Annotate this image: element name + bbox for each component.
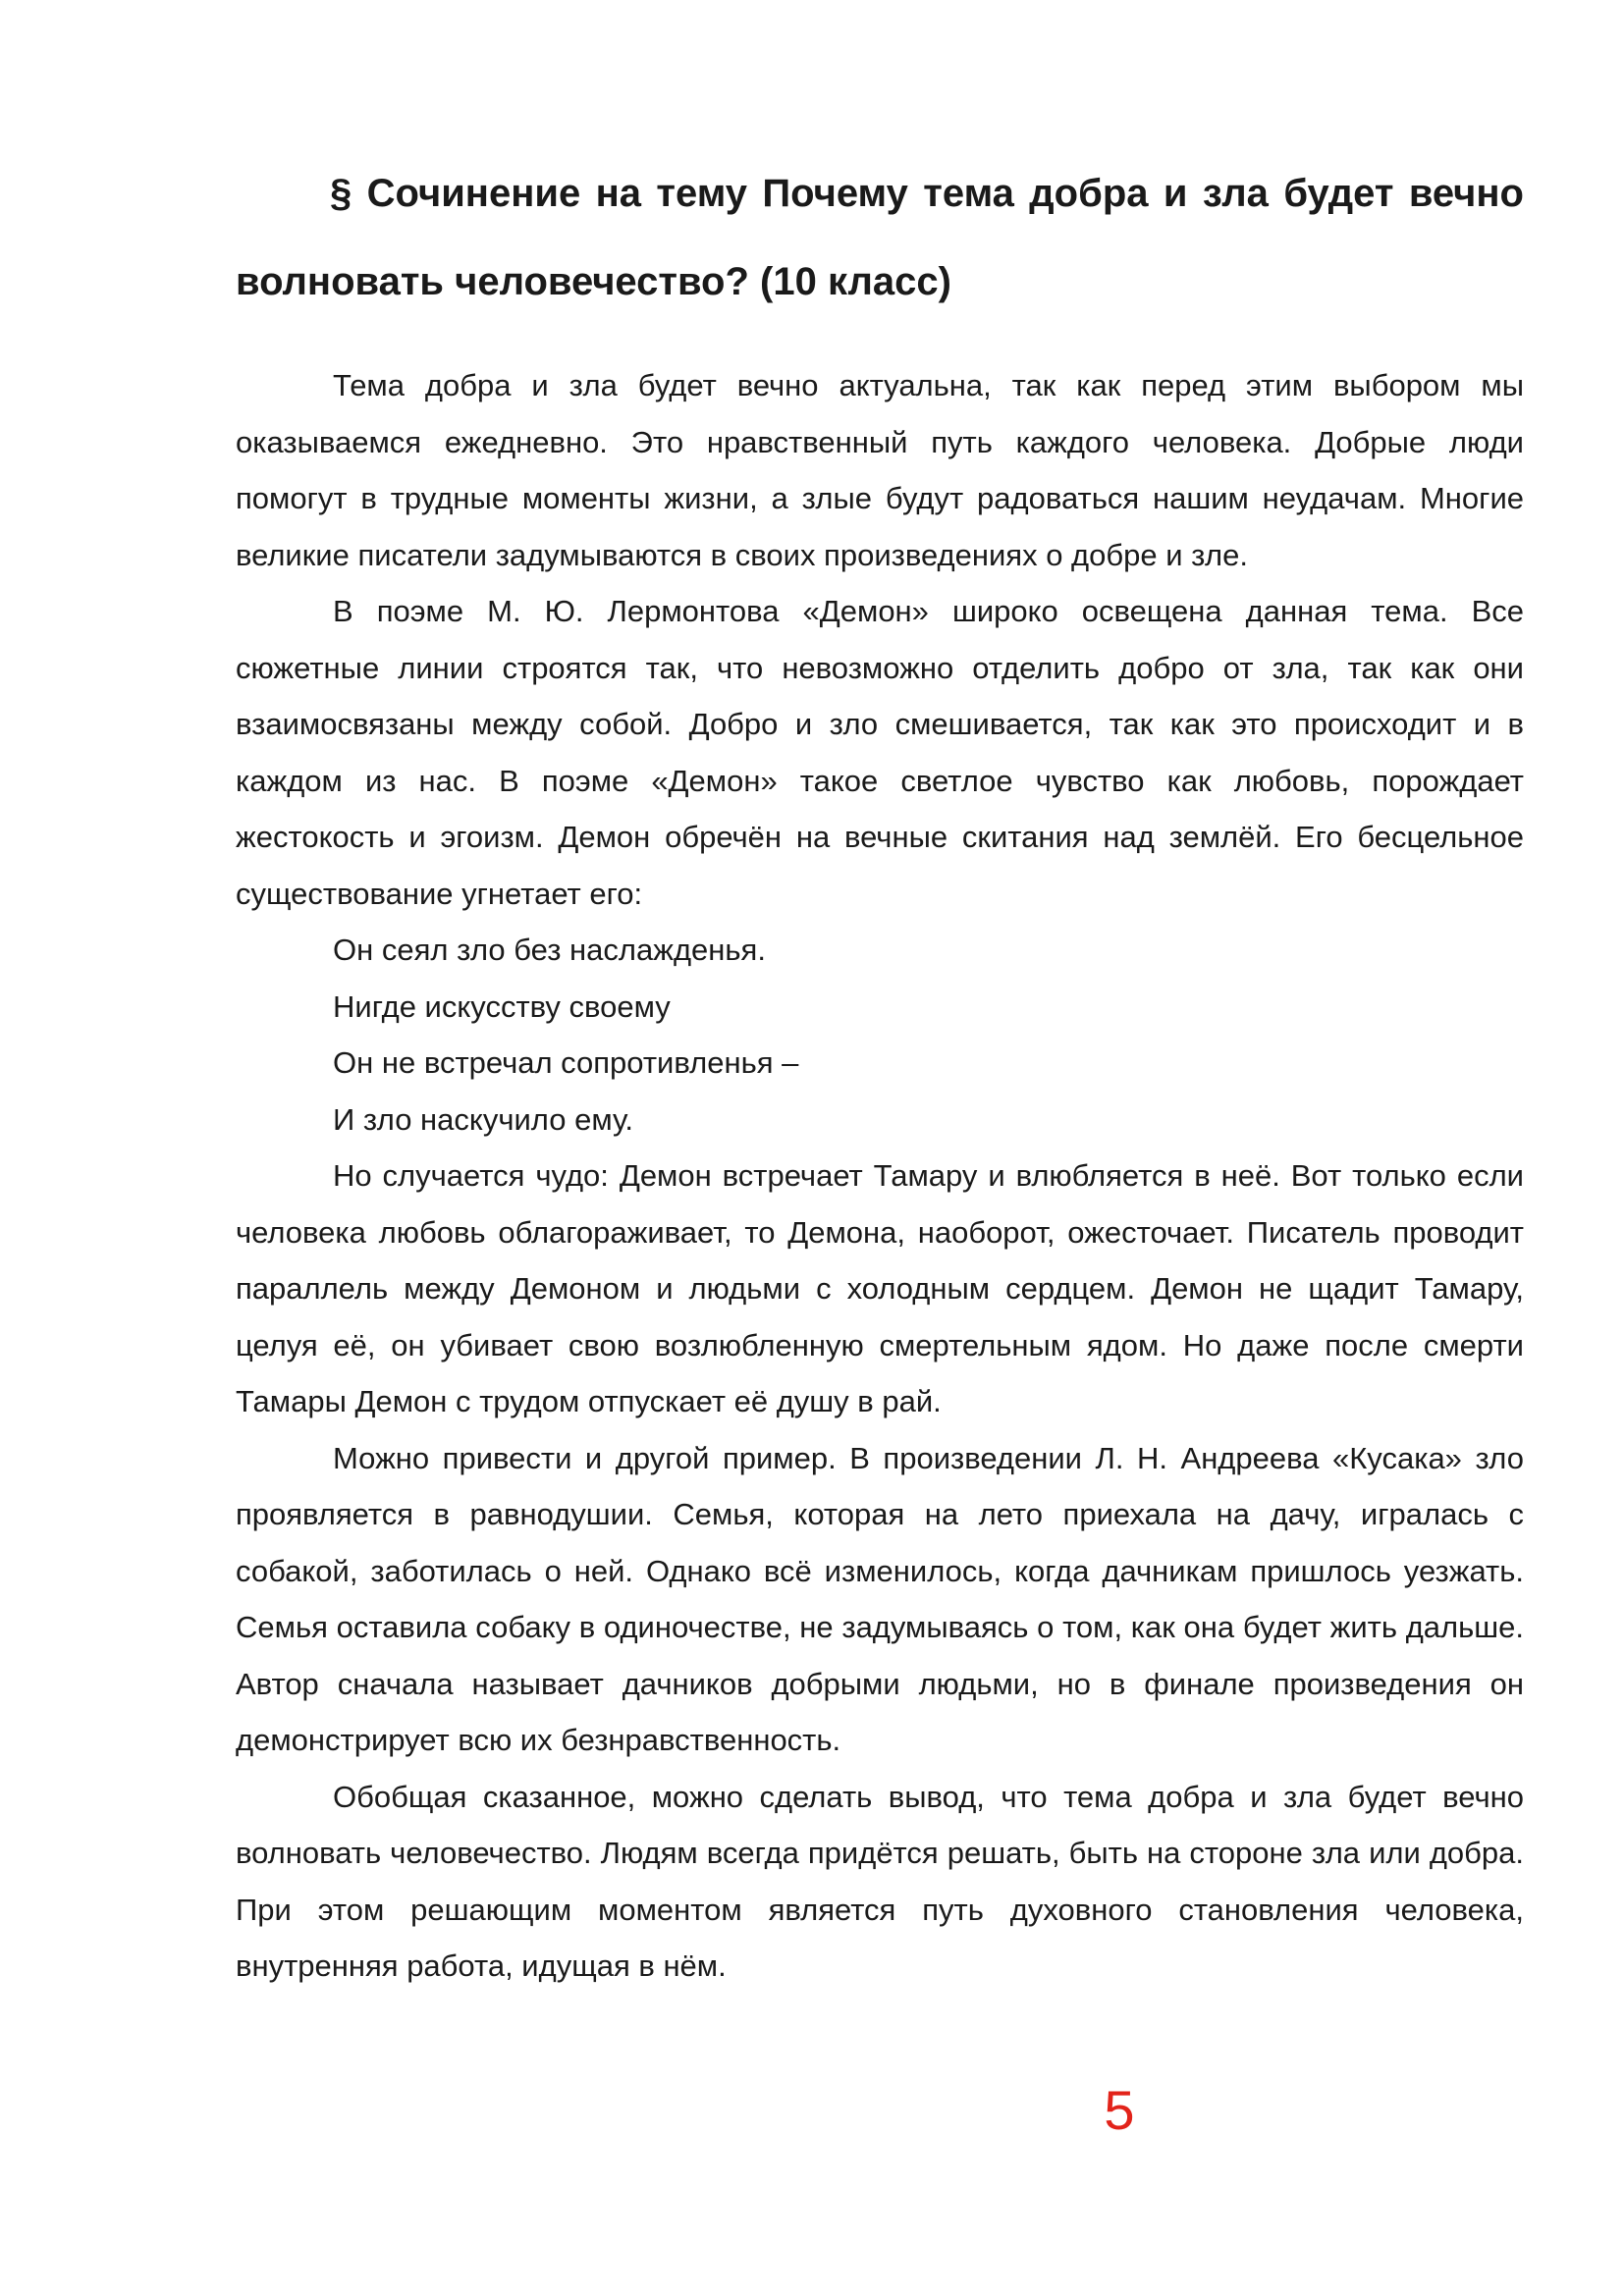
verse-line: Он не встречал сопротивленья – xyxy=(333,1045,799,1080)
verse-line: И зло наскучило ему. xyxy=(333,1101,633,1137)
verse-line: Нигде искусству своему xyxy=(333,988,671,1024)
essay-title: § Сочинение на тему Почему тема добра и зла будет вечно волновать человечество? (10 класс) xyxy=(236,172,1524,303)
paragraph-intro: Тема добра и зла будет вечно актуальна, так как перед этим выбором мы оказываемся ежедневно. Это нравственный путь каждого человека. Добрые люди помогут в трудные моменты жизни, а злые будут радоваться нашим неудачам. Многие великие писатели задумываются в своих произведениях о добре и зле. xyxy=(236,368,1524,572)
verse-line: Он сеял зло без наслажденья. xyxy=(333,933,766,967)
page-number: 5 xyxy=(1104,2079,1135,2141)
paragraph-miracle: Но случается чудо: Демон встречает Тамару и влюбляется в неё. Вот только если человека любовь облагораживает, то Демона, наоборот, ожесточает. Писатель проводит параллель между Демоном и людьми с холодным сердцем. Демон не щадит Тамару, целуя её, он убивает свою возлюбленную смертельным ядом. Но даже после смерти Тамары Демон с трудом отпускает её душу в рай. xyxy=(236,1158,1524,1418)
paragraph-demon: В поэме М. Ю. Лермонтова «Демон» широко освещена данная тема. Все сюжетные линии строятся так, что невозможно отделить добро от зла, так как они взаимосвязаны между собой. Добро и зло смешивается, так как это происходит и в каждом из нас. В поэме «Демон» такое светлое чувство как любовь, порождает жестокость и эгоизм. Демон обречён на вечные скитания над землёй. Его бесцельное существование угнетает его: xyxy=(236,594,1524,911)
paragraph-kusaka: Можно привести и другой пример. В произведении Л. Н. Андреева «Кусака» зло проявляется в равнодушии. Семья, которая на лето приехала на дачу, игралась с собакой, заботилась о ней. Однако всё изменилось, когда дачникам пришлось уезжать. Семья оставила собаку в одиночестве, не задумываясь о том, как она будет жить дальше. Автор сначала называет дачников добрыми людьми, но в финале произведения он демонстрирует всю их безнравственность. xyxy=(236,1440,1524,1757)
paragraph-conclusion: Обобщая сказанное, можно сделать вывод, что тема добра и зла будет вечно волновать человечество. Людям всегда придётся решать, быть на стороне зла или добра. При этом решающим моментом является путь духовного становления человека, внутренняя работа, идущая в нём. xyxy=(236,1779,1524,1983)
essay-body xyxy=(236,357,1524,1995)
verse-quote xyxy=(236,922,1524,1148)
